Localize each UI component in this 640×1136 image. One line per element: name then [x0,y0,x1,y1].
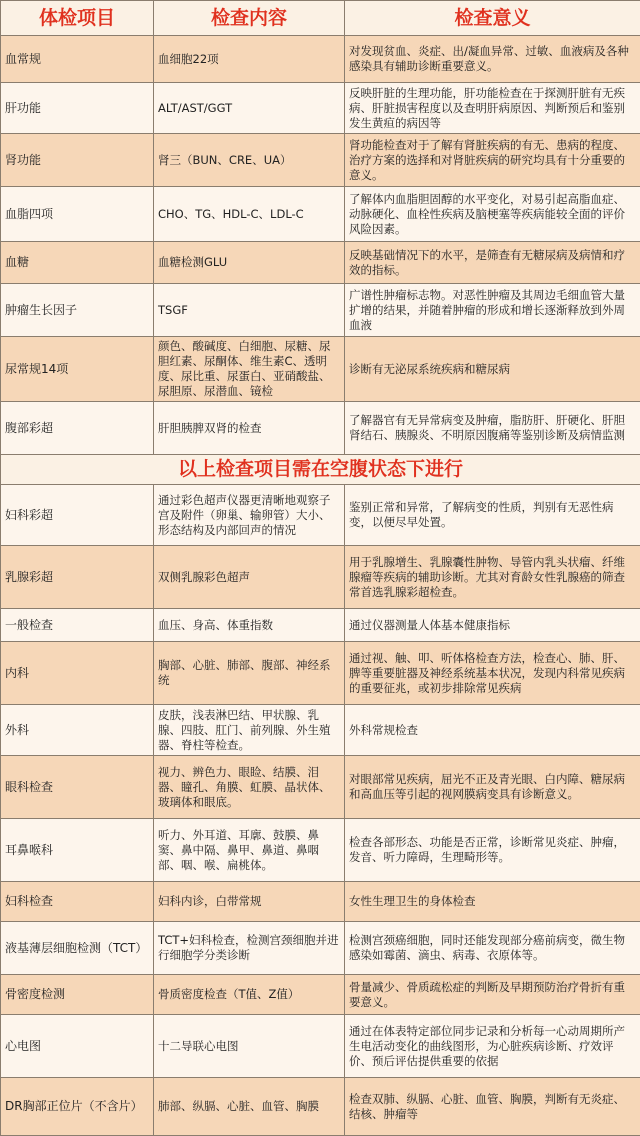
content-cell: 双侧乳腺彩色超声 [154,546,345,609]
meaning-cell: 对眼部常见疾病，屈光不正及青光眼、白内障、糖尿病和高血压等引起的视网膜病变具有诊断意义。 [345,756,640,819]
table-row [1,284,640,337]
table-row [1,609,640,642]
meaning-cell: 检查各部形态、功能是否正常，诊断常见炎症、肿瘤，发音、听力障碍，生理畸形等。 [345,819,640,882]
meaning-cell: 检查双肺、纵膈、心脏、血管、胸膜，判断有无炎症、结核、肿瘤等 [345,1078,640,1136]
item-cell: 肝功能 [1,83,154,134]
header-item: 体检项目 [1,1,154,36]
content-cell: ALT/AST/GGT [154,83,345,134]
table-row [1,642,640,705]
meaning-cell: 诊断有无泌尿系统疾病和糖尿病 [345,337,640,402]
table-row [1,1078,640,1136]
table-row [1,1015,640,1078]
item-cell: 血糖 [1,242,154,284]
table-row [1,975,640,1015]
table-row [1,756,640,819]
meaning-cell: 通过视、触、叩、听体格检查方法，检查心、肺、肝、脾等重要脏器及神经系统基本状况，发现内科常见疾病的重要征兆，或初步排除常见疾病 [345,642,640,705]
content-cell: 颜色、酸碱度、白细胞、尿糖、尿胆红素、尿酮体、维生素C、透明度、尿比重、尿蛋白、亚硝酸盐、尿胆原、尿潜血、镜检 [154,337,345,402]
meaning-cell: 用于乳腺增生、乳腺囊性肿物、导管内乳头状瘤、纤维腺瘤等疾病的辅助诊断。尤其对育龄女性乳腺癌的筛查常首选乳腺彩超检查。 [345,546,640,609]
content-cell: 视力、辨色力、眼睑、结膜、泪器、瞳孔、角膜、虹膜、晶状体、玻璃体和眼底。 [154,756,345,819]
content-cell: 骨质密度检查（T值、Z值） [154,975,345,1015]
table-row [1,546,640,609]
meaning-cell: 通过仪器测量人体基本健康指标 [345,609,640,642]
table-row [1,882,640,922]
item-cell: 血常规 [1,36,154,83]
content-cell: TSGF [154,284,345,337]
item-cell: 肾功能 [1,134,154,187]
table-row [1,83,640,134]
table-row [1,819,640,882]
content-cell: 皮肤，浅表淋巴结、甲状腺、乳腺、四肢、肛门、前列腺、外生殖器、脊柱等检查。 [154,705,345,756]
item-cell: 眼科检查 [1,756,154,819]
meaning-cell: 了解器官有无异常病变及肿瘤，脂肪肝、肝硬化、肝胆肾结石、胰腺炎、不明原因腹痛等鉴别诊断及病情监测 [345,402,640,455]
header-content: 检查内容 [154,1,345,36]
table-row [1,36,640,83]
table-row [1,187,640,242]
table-row [1,705,640,756]
fasting-notice: 以上检查项目需在空腹状态下进行 [1,455,640,485]
meaning-cell: 肾功能检查对于了解有肾脏疾病的有无、患病的程度、治疗方案的选择和对肾脏疾病的研究均具有十分重要的意义。 [345,134,640,187]
table-row [1,922,640,975]
table-row [1,402,640,455]
table-row [1,485,640,546]
meaning-cell: 女性生理卫生的身体检查 [345,882,640,922]
content-cell: 通过彩色超声仪器更清晰地观察子宫及附件（卵巢、输卵管）大小、形态结构及内部回声的情况 [154,485,345,546]
meaning-cell: 外科常规检查 [345,705,640,756]
table-row [1,134,640,187]
meaning-cell: 鉴别正常和异常，了解病变的性质，判别有无恶性病变，以便尽早处置。 [345,485,640,546]
header-meaning: 检查意义 [345,1,640,36]
meaning-cell: 骨量减少、骨质疏松症的判断及早期预防治疗骨折有重要意义。 [345,975,640,1015]
item-cell: DR胸部正位片（不含片） [1,1078,154,1136]
content-cell: TCT+妇科检查，检测宫颈细胞并进行细胞学分类诊断 [154,922,345,975]
meaning-cell: 反映肝脏的生理功能，肝功能检查在于探测肝脏有无疾病、肝脏损害程度以及查明肝病原因、判断预后和鉴别发生黄疸的病因等 [345,83,640,134]
item-cell: 内科 [1,642,154,705]
item-cell: 妇科检查 [1,882,154,922]
content-cell: 胸部、心脏、肺部、腹部、神经系统 [154,642,345,705]
meaning-cell: 广谱性肿瘤标志物。对恶性肿瘤及其周边毛细血管大量扩增的结果，并随着肿瘤的形成和增长逐渐释放到外周血液 [345,284,640,337]
table-row [1,242,640,284]
content-cell: 血糖检测GLU [154,242,345,284]
item-cell: 妇科彩超 [1,485,154,546]
meaning-cell: 了解体内血脂胆固醇的水平变化，对易引起高脂血症、动脉硬化、血栓性疾病及脑梗塞等疾病能较全面的评价风险因素。 [345,187,640,242]
meaning-cell: 对发现贫血、炎症、出/凝血异常、过敏、血液病及各种感染具有辅助诊断重要意义。 [345,36,640,83]
content-cell: 肺部、纵膈、心脏、血管、胸膜 [154,1078,345,1136]
content-cell: 血压、身高、体重指数 [154,609,345,642]
meaning-cell: 检测宫颈癌细胞，同时还能发现部分癌前病变，微生物感染如霉菌、滴虫、病毒、衣原体等。 [345,922,640,975]
item-cell: 一般检查 [1,609,154,642]
item-cell: 肿瘤生长因子 [1,284,154,337]
header-row [1,1,640,36]
item-cell: 尿常规14项 [1,337,154,402]
content-cell: 肾三（BUN、CRE、UA） [154,134,345,187]
notice-row [1,455,640,485]
item-cell: 外科 [1,705,154,756]
meaning-cell: 通过在体表特定部位同步记录和分析每一心动周期所产生电活动变化的曲线图形，为心脏疾病诊断、疗效评价、预后评估提供重要的依据 [345,1015,640,1078]
item-cell: 骨密度检测 [1,975,154,1015]
content-cell: 妇科内诊，白带常规 [154,882,345,922]
item-cell: 腹部彩超 [1,402,154,455]
meaning-cell: 反映基础情况下的水平，是筛查有无糖尿病及病情和疗效的指标。 [345,242,640,284]
content-cell: 血细胞22项 [154,36,345,83]
item-cell: 耳鼻喉科 [1,819,154,882]
item-cell: 乳腺彩超 [1,546,154,609]
content-cell: CHO、TG、HDL-C、LDL-C [154,187,345,242]
content-cell: 十二导联心电图 [154,1015,345,1078]
item-cell: 血脂四项 [1,187,154,242]
content-cell: 听力、外耳道、耳廓、鼓膜、鼻窦、鼻中隔、鼻甲、鼻道、鼻咽部、咽、喉、扁桃体。 [154,819,345,882]
item-cell: 液基薄层细胞检测（TCT） [1,922,154,975]
item-cell: 心电图 [1,1015,154,1078]
content-cell: 肝胆胰脾双肾的检查 [154,402,345,455]
table-row [1,337,640,402]
